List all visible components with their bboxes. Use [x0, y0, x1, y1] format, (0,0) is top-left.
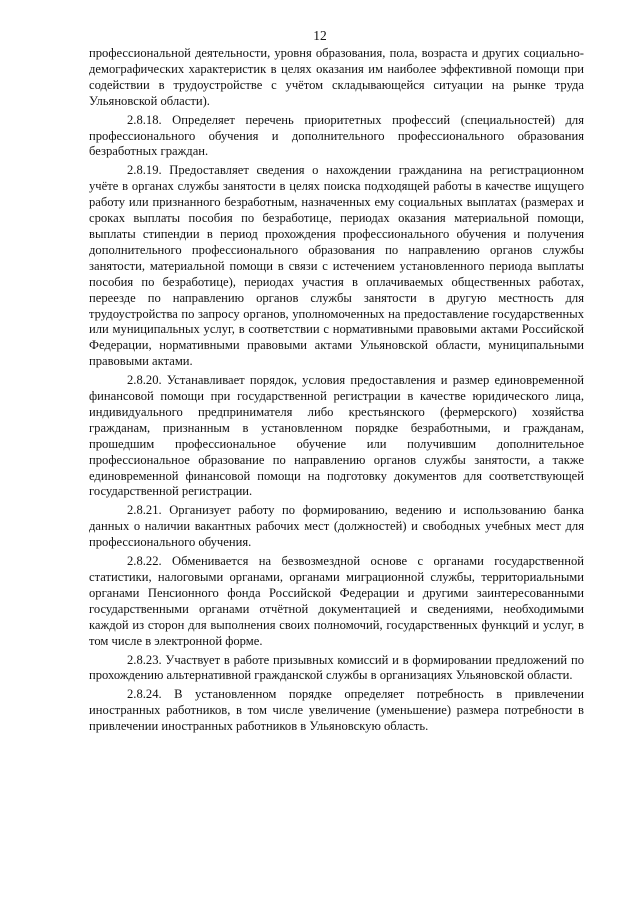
paragraph-2-8-24: 2.8.24. В установленном порядке определяет потребность в привлечении иностранных работников, в том числе увеличение (уменьшение) размера потребности в привлечении иностранных работников в Ульяновскую область. — [89, 687, 584, 734]
paragraph-2-8-20: 2.8.20. Устанавливает порядок, условия предоставления и размер единовременной финансовой помощи при государственной регистрации в качестве юридического лица, индивидуального предпринимателя либо крестьянского (фермерского) хозяйства гражданам, признанным в установленном порядке безработными, и гражданам, прошедшим профессиональное обучение или получившим дополнительное профессиональное образование по направлению органов службы занятости, а также единовременной финансовой помощи на подготовку документов для соответствующей государственной регистрации. — [89, 373, 584, 499]
paragraph-2-8-19: 2.8.19. Предоставляет сведения о нахождении гражданина на регистрационном учёте в органах службы занятости в целях поиска подходящей работы в качестве ищущего работу или признанного безработным, назначенных ему социальных выплатах (размерах и сроках выплаты пособия по безработице, периодах оказания материальной помощи, выплаты стипендии в период прохождения профессионального обучения и получения дополнительного профессионального образования по направлению органов службы занятости, материальной помощи в связи с истечением установленного периода выплаты пособия по безработице), периодах участия в оплачиваемых общественных работах, переезде по направлению органов службы занятости в другую местность для трудоустройства по запросу органов, уполномоченных на предоставление государственных или муниципальных услуг, в соответствии с нормативными правовыми актами Российской Федерации, нормативными правовыми актами Ульяновской области, муниципальными правовыми актами. — [89, 163, 584, 369]
paragraph-2-8-23: 2.8.23. Участвует в работе призывных комиссий и в формировании предложений по прохождению альтернативной гражданской службы в организациях Ульяновской области. — [89, 652, 584, 683]
paragraph-continuation: профессиональной деятельности, уровня образования, пола, возраста и других социально-демографических характеристик в целях оказания им наиболее эффективной помощи при содействии в трудоустройстве с учётом складывающейся ситуации на рынке труда Ульяновской области). — [89, 46, 584, 108]
paragraph-2-8-22: 2.8.22. Обменивается на безвозмездной основе с органами государственной статистики, налоговыми органами, органами миграционной службы, территориальными органами Пенсионного фонда Российской Федерации и другими заинтересованными государственными органами отчётной документацией и сведениями, необходимыми каждой из сторон для выполнения своих полномочий, государственных функций и услуг, в том числе в электронной форме. — [89, 554, 584, 648]
paragraph-2-8-18: 2.8.18. Определяет перечень приоритетных профессий (специальностей) для профессионального обучения и дополнительного профессионального образования безработных граждан. — [89, 112, 584, 159]
document-body — [89, 46, 584, 738]
page-number: 12 — [313, 28, 327, 43]
paragraph-2-8-21: 2.8.21. Организует работу по формированию, ведению и использованию банка данных о наличии вакантных рабочих мест (должностей) и свободных учебных мест для профессионального обучения. — [89, 503, 584, 550]
